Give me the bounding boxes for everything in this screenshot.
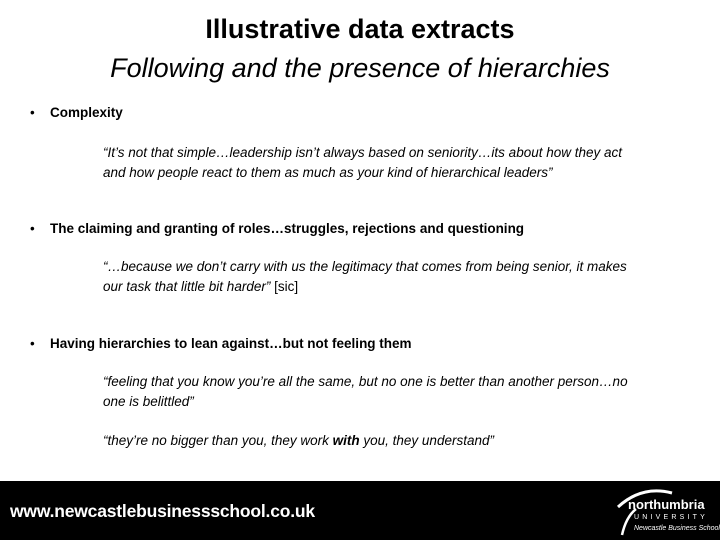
quote-line: our task that little bit harder” [sic]	[103, 279, 299, 294]
quote-line: “feeling that you know you’re all the same, but no one is better than another person…no	[103, 374, 628, 389]
bullet-complexity	[30, 105, 123, 120]
bullet-heading: Complexity	[50, 105, 123, 120]
footer-website-link[interactable]: www.newcastlebusinessschool.co.uk	[10, 501, 315, 521]
slide-subtitle: Following and the presence of hierarchies	[110, 53, 610, 83]
logo-subtitle: Newcastle Business School	[634, 525, 720, 532]
northumbria-logo	[612, 487, 720, 537]
sic-marker: [sic]	[274, 279, 299, 294]
bullet-marker: •	[30, 336, 35, 351]
bullet-heading: The claiming and granting of roles…struggles, rejections and questioning	[50, 221, 525, 236]
quote-with: “they’re no bigger than you, they work with you, they understand”	[103, 433, 494, 448]
footer-bar	[0, 481, 720, 540]
bullet-roles	[30, 221, 524, 236]
bullet-marker: •	[30, 221, 35, 236]
quote-line: “…because we don’t carry with us the legitimacy that comes from being senior, it makes	[103, 259, 627, 274]
quote-line: “It’s not that simple…leadership isn’t always based on seniority…its about how they act	[103, 145, 623, 160]
bullet-heading: Having hierarchies to lean against…but not feeling them	[50, 336, 412, 351]
emphasis-with: with	[332, 433, 360, 448]
quote-roles	[103, 257, 627, 297]
bullet-hierarchies	[30, 336, 412, 351]
logo-university: UNIVERSITY	[634, 514, 709, 521]
bullet-marker: •	[30, 105, 35, 120]
slide-title: Illustrative data extracts	[205, 14, 515, 44]
quote-line: and how people react to them as much as your kind of hierarchical leaders”	[103, 165, 553, 180]
quote-complexity	[103, 143, 622, 183]
quote-hierarchies	[103, 372, 628, 412]
logo-name: northumbria	[628, 497, 705, 512]
quote-line: one is belittled”	[103, 394, 194, 409]
